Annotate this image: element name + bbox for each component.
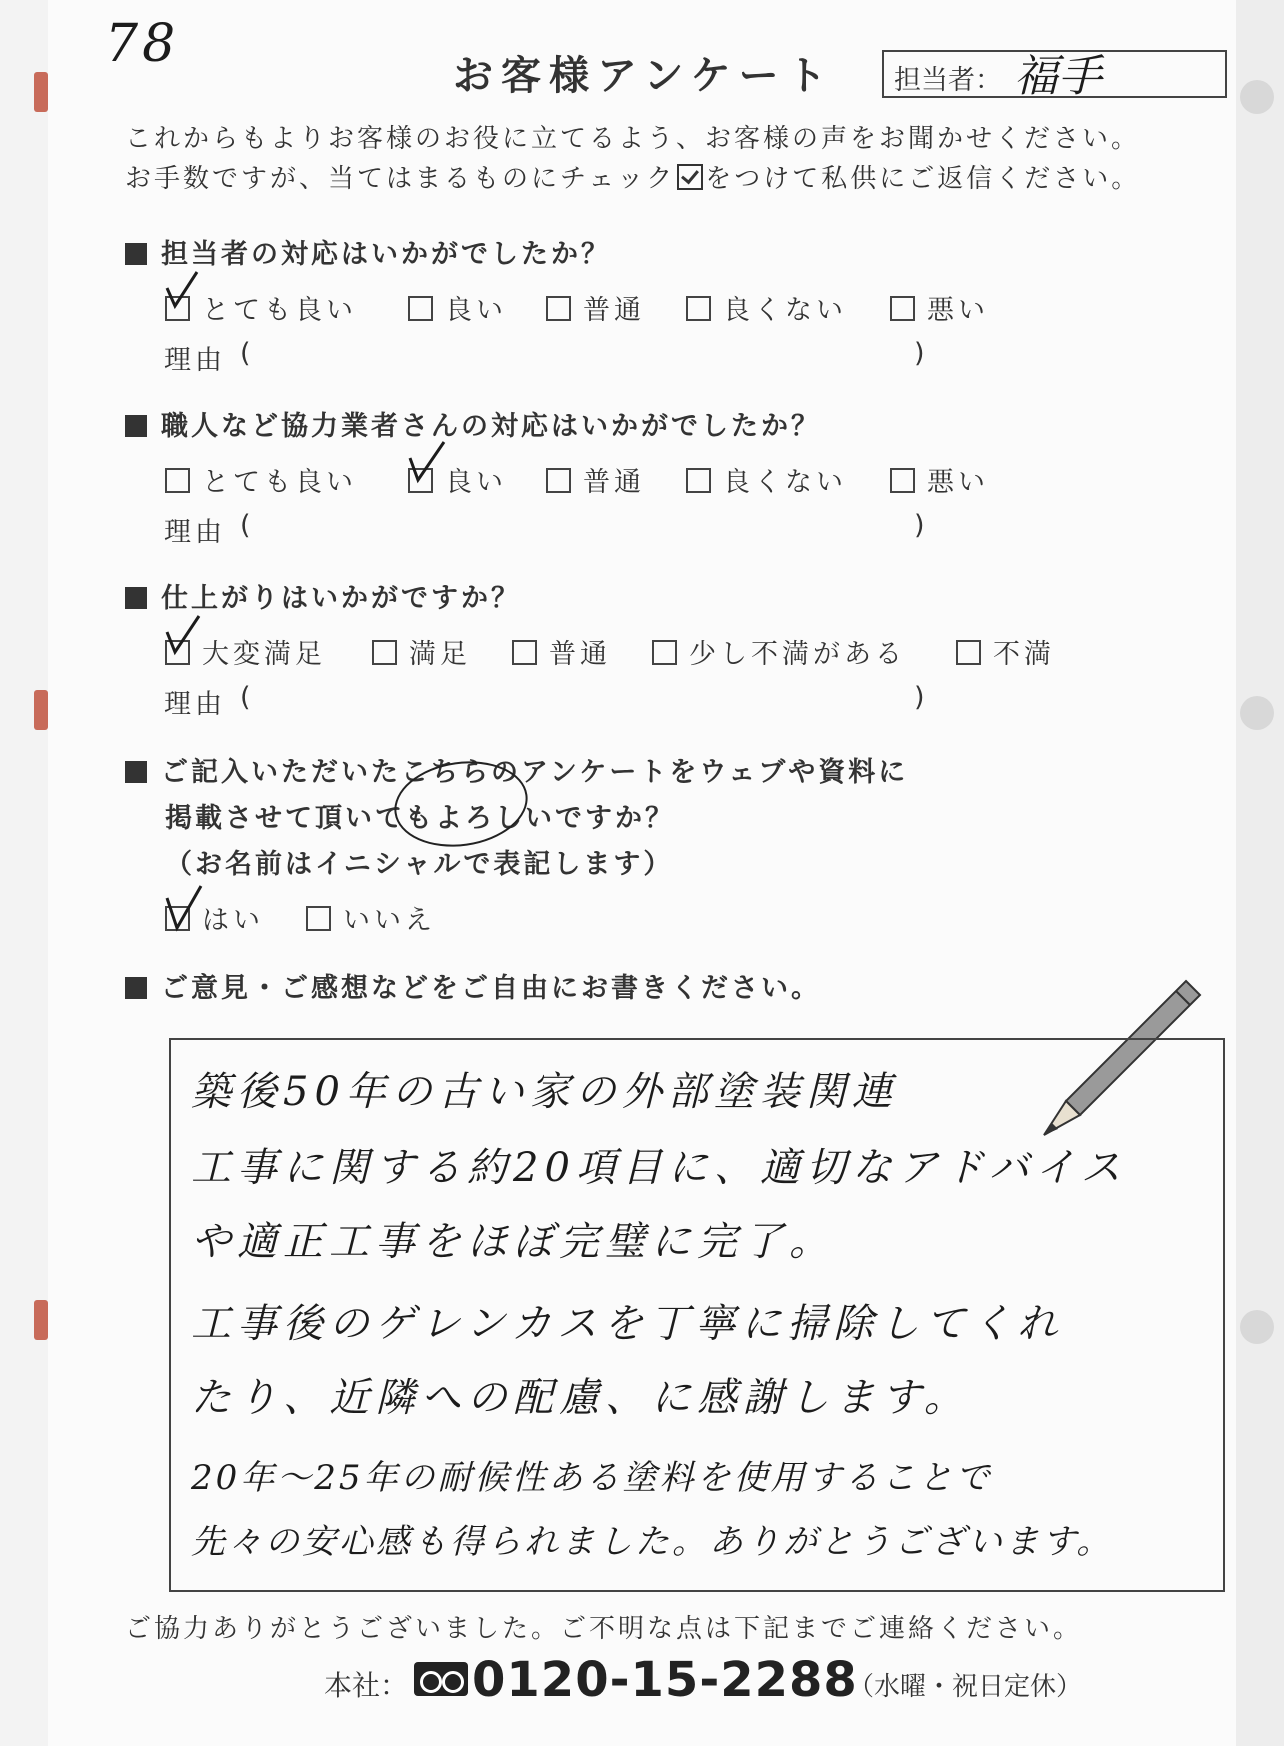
question-4-line-1: ご記入いただいたこちらのアンケートをウェブや資料に — [161, 757, 909, 788]
background-tab-marker — [34, 1300, 48, 1340]
q1-reason-open: ( — [240, 338, 251, 369]
comment-line-6: 20年〜25年の耐候性ある塗料を使用することで — [191, 1458, 993, 1498]
question-2 — [125, 404, 821, 443]
q3-option-1[interactable]: 大変満足 — [165, 632, 326, 671]
q2-reason-open: ( — [240, 510, 251, 541]
question-4-line-3: （お名前はイニシャルで表記します） — [165, 849, 674, 880]
background-page-right — [1236, 0, 1284, 1746]
footer-message: ご協力ありがとうございました。ご不明な点は下記までご連絡ください。 — [125, 1614, 1083, 1644]
question-3 — [125, 576, 521, 615]
handwritten-checkmark-icon — [163, 270, 203, 318]
staff-label: 担当者： — [894, 65, 1002, 96]
checkbox-icon — [652, 640, 677, 665]
q3-option-3[interactable]: 普通 — [512, 632, 611, 671]
background-tab-marker — [34, 72, 48, 112]
q4-option-yes[interactable]: はい — [165, 898, 264, 937]
q2-option-3[interactable]: 普通 — [546, 460, 645, 499]
q3-option-2[interactable]: 満足 — [372, 632, 471, 671]
background-dot — [1240, 696, 1274, 730]
intro-line-2-after: をつけて私供にご返信ください。 — [705, 164, 1141, 194]
question-1 — [125, 232, 611, 271]
phone-number: 0120-15-2288 — [472, 1652, 858, 1708]
square-bullet-icon — [125, 761, 147, 783]
comment-line-7: 先々の安心感も得られました。ありがとうございます。 — [191, 1522, 1114, 1562]
comment-line-1: 築後50年の古い家の外部塗装関連 — [191, 1069, 898, 1115]
question-4-line-2: 掲載させて頂いてもよろしいですか？ — [165, 803, 675, 834]
square-bullet-icon — [125, 977, 147, 999]
closed-days: （水曜・祝日定休） — [848, 1672, 1083, 1702]
survey-sheet — [48, 0, 1236, 1746]
handwritten-page-number: 78 — [105, 14, 180, 74]
q1-reason-close: ) — [914, 338, 925, 369]
hq-label: 本社： — [324, 1669, 409, 1702]
comment-line-3: や適正工事をほぼ完璧に完了。 — [191, 1219, 835, 1265]
q1-option-5[interactable]: 悪い — [890, 288, 989, 327]
checkbox-icon — [372, 640, 397, 665]
q3-reason-label: 理由 — [164, 689, 226, 720]
checkbox-icon — [306, 906, 331, 931]
q1-option-3[interactable]: 普通 — [546, 288, 645, 327]
question-1-text: 担当者の対応はいかがでしたか？ — [161, 239, 611, 270]
background-dot — [1240, 1310, 1274, 1344]
q2-option-1[interactable]: とても良い — [165, 460, 357, 499]
q1-option-1[interactable]: とても良い — [165, 288, 357, 327]
q1-reason-label: 理由 — [164, 345, 226, 376]
intro-line-2 — [125, 158, 1140, 195]
checkbox-icon — [546, 296, 571, 321]
q2-option-4[interactable]: 良くない — [686, 460, 847, 499]
background-page-left — [0, 0, 48, 1746]
checkbox-icon — [956, 640, 981, 665]
q3-reason-close: ) — [914, 682, 925, 713]
q2-reason-label: 理由 — [164, 517, 226, 548]
question-5-text: ご意見・ご感想などをご自由にお書きください。 — [161, 973, 821, 1004]
q3-option-5[interactable]: 不満 — [956, 632, 1055, 671]
comment-line-4: 工事後のゲレンカスを丁寧に掃除してくれ — [191, 1301, 1064, 1347]
question-2-text: 職人など協力業者さんの対応はいかがでしたか？ — [161, 411, 821, 442]
checkbox-icon — [165, 468, 190, 493]
square-bullet-icon — [125, 415, 147, 437]
handwritten-checkmark-icon — [163, 884, 203, 932]
q3-reason-open: ( — [240, 682, 251, 713]
checkbox-icon — [686, 468, 711, 493]
intro-line-1: これからもよりお客様のお役に立てるよう、お客様の声をお聞かせください。 — [125, 124, 1141, 154]
comment-box[interactable] — [169, 1038, 1225, 1592]
checkbox-icon — [686, 296, 711, 321]
q2-option-5[interactable]: 悪い — [890, 460, 989, 499]
checkbox-icon — [546, 468, 571, 493]
q1-option-2[interactable]: 良い — [408, 288, 507, 327]
page-title: お客様アンケート — [453, 53, 835, 99]
q3-option-4[interactable]: 少し不満がある — [652, 632, 906, 671]
handwritten-checkmark-icon — [406, 440, 446, 488]
q1-option-4[interactable]: 良くない — [686, 288, 847, 327]
q4-option-no[interactable]: いいえ — [306, 898, 436, 937]
q2-reason-close: ) — [914, 510, 925, 541]
question-5 — [125, 966, 821, 1005]
checkbox-example-icon — [677, 164, 703, 190]
checkbox-icon — [408, 296, 433, 321]
handwritten-checkmark-icon — [163, 614, 203, 662]
comment-line-5: たり、近隣への配慮、に感謝します。 — [191, 1375, 970, 1421]
q2-option-2[interactable]: 良い — [408, 460, 507, 499]
question-3-text: 仕上がりはいかがですか？ — [161, 583, 521, 614]
background-tab-marker — [34, 690, 48, 730]
intro-line-2-before: お手数ですが、当てはまるものにチェック — [125, 164, 676, 194]
comment-line-2: 工事に関する約20項目に、適切なアドバイス — [191, 1145, 1127, 1191]
square-bullet-icon — [125, 243, 147, 265]
square-bullet-icon — [125, 587, 147, 609]
checkbox-icon — [890, 468, 915, 493]
staff-box — [882, 50, 1227, 102]
freedial-icon — [414, 1662, 468, 1696]
checkbox-icon — [512, 640, 537, 665]
checkbox-icon — [890, 296, 915, 321]
staff-name: 福手 — [1014, 51, 1102, 102]
background-dot — [1240, 80, 1274, 114]
